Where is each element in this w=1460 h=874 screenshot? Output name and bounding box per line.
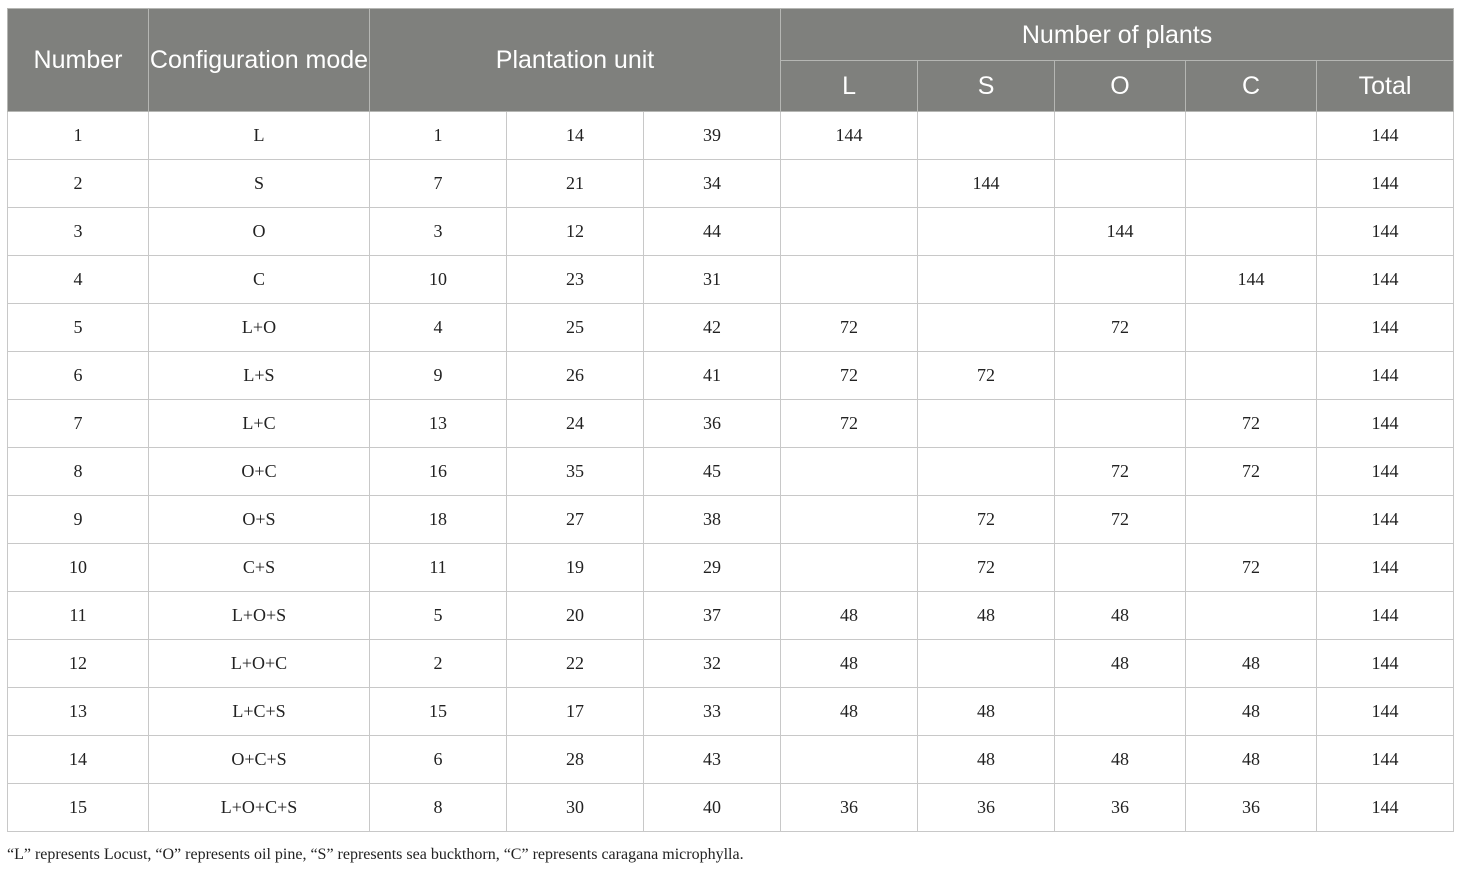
header-s: S bbox=[918, 61, 1055, 112]
table-cell: 144 bbox=[1186, 256, 1317, 304]
table-cell bbox=[918, 304, 1055, 352]
table-row bbox=[8, 208, 1454, 256]
table-cell: 11 bbox=[370, 544, 507, 592]
table-cell: 3 bbox=[8, 208, 149, 256]
table-cell: 10 bbox=[8, 544, 149, 592]
table-cell bbox=[1186, 160, 1317, 208]
table-cell: 25 bbox=[507, 304, 644, 352]
table-cell bbox=[781, 496, 918, 544]
table-cell: 23 bbox=[507, 256, 644, 304]
table-cell: O bbox=[149, 208, 370, 256]
table-cell: 44 bbox=[644, 208, 781, 256]
header-number-of-plants: Number of plants bbox=[781, 9, 1454, 61]
table-cell: 72 bbox=[1186, 544, 1317, 592]
table-cell: 4 bbox=[370, 304, 507, 352]
table-cell: 144 bbox=[1317, 352, 1454, 400]
table-cell bbox=[781, 256, 918, 304]
table-cell: 26 bbox=[507, 352, 644, 400]
table-cell bbox=[1055, 688, 1186, 736]
table-cell: 22 bbox=[507, 640, 644, 688]
table-row bbox=[8, 736, 1454, 784]
table-cell: 36 bbox=[1055, 784, 1186, 832]
table-cell: 144 bbox=[1317, 496, 1454, 544]
table-cell: 42 bbox=[644, 304, 781, 352]
table-cell: 144 bbox=[781, 112, 918, 160]
table-cell: 15 bbox=[370, 688, 507, 736]
table-cell: 48 bbox=[1186, 688, 1317, 736]
table-cell: 8 bbox=[8, 448, 149, 496]
table-row bbox=[8, 256, 1454, 304]
table-cell: L+C bbox=[149, 400, 370, 448]
table-cell: 1 bbox=[8, 112, 149, 160]
table-cell: O+S bbox=[149, 496, 370, 544]
table-cell: 72 bbox=[1186, 400, 1317, 448]
table-row bbox=[8, 592, 1454, 640]
table-cell: 9 bbox=[8, 496, 149, 544]
table-cell bbox=[1055, 400, 1186, 448]
table-cell: 43 bbox=[644, 736, 781, 784]
table-cell bbox=[918, 208, 1055, 256]
table-cell: 35 bbox=[507, 448, 644, 496]
table-cell: 144 bbox=[1317, 592, 1454, 640]
table-cell: 72 bbox=[1186, 448, 1317, 496]
table-cell bbox=[781, 208, 918, 256]
table-cell: 72 bbox=[918, 544, 1055, 592]
table-cell bbox=[781, 448, 918, 496]
table-cell: 48 bbox=[1055, 640, 1186, 688]
table-cell: 48 bbox=[1186, 640, 1317, 688]
table-cell: 12 bbox=[8, 640, 149, 688]
table-cell bbox=[1055, 352, 1186, 400]
table-cell: 72 bbox=[1055, 304, 1186, 352]
table-row bbox=[8, 112, 1454, 160]
table-row bbox=[8, 688, 1454, 736]
table-cell bbox=[918, 256, 1055, 304]
table-cell: 20 bbox=[507, 592, 644, 640]
table-row bbox=[8, 448, 1454, 496]
table-cell: 17 bbox=[507, 688, 644, 736]
table-cell: 14 bbox=[8, 736, 149, 784]
table-cell: 30 bbox=[507, 784, 644, 832]
table-cell: 2 bbox=[370, 640, 507, 688]
header-o: O bbox=[1055, 61, 1186, 112]
table-row bbox=[8, 784, 1454, 832]
header-l: L bbox=[781, 61, 918, 112]
table-row bbox=[8, 496, 1454, 544]
table-cell: 144 bbox=[1317, 640, 1454, 688]
table-header bbox=[8, 9, 1454, 112]
plantation-table bbox=[7, 8, 1454, 832]
table-cell: 10 bbox=[370, 256, 507, 304]
table-cell: 144 bbox=[1317, 688, 1454, 736]
table-cell: 1 bbox=[370, 112, 507, 160]
data-table-container bbox=[7, 8, 1453, 832]
table-cell: 48 bbox=[918, 592, 1055, 640]
table-cell bbox=[1055, 160, 1186, 208]
header-plantation-unit: Plantation unit bbox=[370, 9, 781, 112]
table-cell: 144 bbox=[1055, 208, 1186, 256]
table-cell: 16 bbox=[370, 448, 507, 496]
table-row bbox=[8, 160, 1454, 208]
table-cell: 11 bbox=[8, 592, 149, 640]
table-cell: 34 bbox=[644, 160, 781, 208]
header-configuration-mode: Configuration mode bbox=[149, 9, 370, 112]
table-body bbox=[8, 112, 1454, 832]
table-cell: O+C bbox=[149, 448, 370, 496]
table-cell: 48 bbox=[781, 640, 918, 688]
table-cell: 19 bbox=[507, 544, 644, 592]
table-cell: 15 bbox=[8, 784, 149, 832]
table-cell: 144 bbox=[1317, 784, 1454, 832]
table-cell: 36 bbox=[644, 400, 781, 448]
table-cell: 28 bbox=[507, 736, 644, 784]
table-cell: 144 bbox=[1317, 208, 1454, 256]
table-cell: 39 bbox=[644, 112, 781, 160]
table-cell: 5 bbox=[370, 592, 507, 640]
table-cell: 144 bbox=[1317, 112, 1454, 160]
table-cell: L+O+C+S bbox=[149, 784, 370, 832]
table-cell: 38 bbox=[644, 496, 781, 544]
table-cell: 14 bbox=[507, 112, 644, 160]
table-cell: 144 bbox=[1317, 544, 1454, 592]
table-cell: L+C+S bbox=[149, 688, 370, 736]
table-cell: 41 bbox=[644, 352, 781, 400]
table-cell: S bbox=[149, 160, 370, 208]
table-cell: L+O+S bbox=[149, 592, 370, 640]
table-cell bbox=[1186, 496, 1317, 544]
table-row bbox=[8, 640, 1454, 688]
table-cell: 72 bbox=[781, 304, 918, 352]
table-cell bbox=[1186, 592, 1317, 640]
table-cell: L+O bbox=[149, 304, 370, 352]
table-cell: 36 bbox=[1186, 784, 1317, 832]
table-cell: 4 bbox=[8, 256, 149, 304]
table-cell: 29 bbox=[644, 544, 781, 592]
table-cell: 12 bbox=[507, 208, 644, 256]
table-cell: 48 bbox=[918, 736, 1055, 784]
table-cell: 48 bbox=[918, 688, 1055, 736]
table-cell: 18 bbox=[370, 496, 507, 544]
table-row bbox=[8, 352, 1454, 400]
table-cell: 72 bbox=[918, 352, 1055, 400]
table-cell: 2 bbox=[8, 160, 149, 208]
table-cell: 32 bbox=[644, 640, 781, 688]
table-cell: L bbox=[149, 112, 370, 160]
table-cell: 6 bbox=[370, 736, 507, 784]
table-cell: C+S bbox=[149, 544, 370, 592]
table-cell: 5 bbox=[8, 304, 149, 352]
table-cell: 144 bbox=[1317, 400, 1454, 448]
table-cell: 48 bbox=[1186, 736, 1317, 784]
table-cell: 24 bbox=[507, 400, 644, 448]
table-cell: 144 bbox=[1317, 304, 1454, 352]
table-cell: 31 bbox=[644, 256, 781, 304]
table-cell: 48 bbox=[1055, 736, 1186, 784]
table-cell bbox=[781, 160, 918, 208]
table-cell: L+O+C bbox=[149, 640, 370, 688]
table-cell: 48 bbox=[1055, 592, 1186, 640]
table-cell: L+S bbox=[149, 352, 370, 400]
table-cell: 37 bbox=[644, 592, 781, 640]
header-number: Number bbox=[8, 9, 149, 112]
table-cell: C bbox=[149, 256, 370, 304]
table-cell: 7 bbox=[8, 400, 149, 448]
header-c: C bbox=[1186, 61, 1317, 112]
table-cell: 36 bbox=[781, 784, 918, 832]
table-cell bbox=[918, 112, 1055, 160]
table-cell: 144 bbox=[918, 160, 1055, 208]
table-cell: 72 bbox=[918, 496, 1055, 544]
table-cell: 144 bbox=[1317, 736, 1454, 784]
table-cell: 144 bbox=[1317, 160, 1454, 208]
table-row bbox=[8, 544, 1454, 592]
table-cell bbox=[781, 544, 918, 592]
table-cell: 72 bbox=[1055, 496, 1186, 544]
table-cell: 13 bbox=[370, 400, 507, 448]
table-cell: 8 bbox=[370, 784, 507, 832]
table-cell: 72 bbox=[781, 352, 918, 400]
table-cell: 3 bbox=[370, 208, 507, 256]
header-total: Total bbox=[1317, 61, 1454, 112]
table-cell bbox=[918, 400, 1055, 448]
table-cell: 6 bbox=[8, 352, 149, 400]
table-cell: 36 bbox=[918, 784, 1055, 832]
table-cell: 48 bbox=[781, 592, 918, 640]
table-cell bbox=[918, 640, 1055, 688]
table-footnote: “L” represents Locust, “O” represents oil pine, “S” represents sea buckthorn, “C” represents caragana microphylla. bbox=[7, 846, 744, 863]
table-cell: 33 bbox=[644, 688, 781, 736]
table-row bbox=[8, 400, 1454, 448]
table-cell: 144 bbox=[1317, 256, 1454, 304]
table-cell: 45 bbox=[644, 448, 781, 496]
table-cell: 13 bbox=[8, 688, 149, 736]
table-cell bbox=[1186, 304, 1317, 352]
table-cell: 72 bbox=[781, 400, 918, 448]
table-cell: 144 bbox=[1317, 448, 1454, 496]
table-cell bbox=[1186, 352, 1317, 400]
table-cell bbox=[1055, 112, 1186, 160]
table-cell bbox=[918, 448, 1055, 496]
table-cell: 48 bbox=[781, 688, 918, 736]
table-cell bbox=[1186, 208, 1317, 256]
table-row bbox=[8, 304, 1454, 352]
table-cell: 7 bbox=[370, 160, 507, 208]
table-cell bbox=[1055, 544, 1186, 592]
table-cell: 21 bbox=[507, 160, 644, 208]
table-cell: O+C+S bbox=[149, 736, 370, 784]
table-cell bbox=[1055, 256, 1186, 304]
table-cell: 40 bbox=[644, 784, 781, 832]
table-cell: 72 bbox=[1055, 448, 1186, 496]
table-cell bbox=[1186, 112, 1317, 160]
table-cell: 27 bbox=[507, 496, 644, 544]
table-cell: 9 bbox=[370, 352, 507, 400]
table-cell bbox=[781, 736, 918, 784]
